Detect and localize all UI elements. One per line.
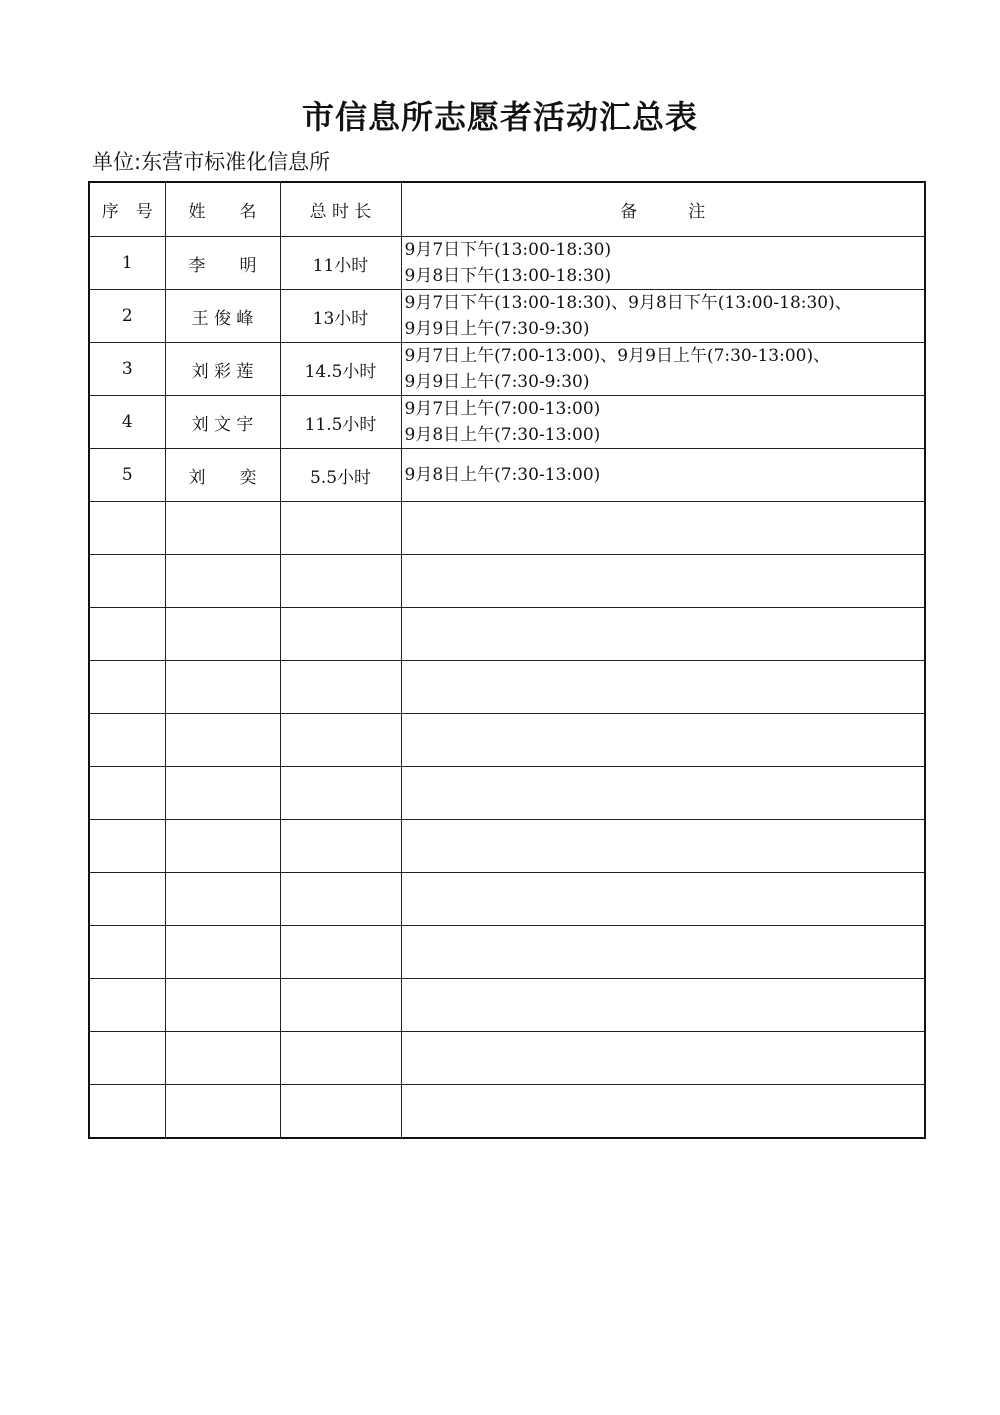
empty-cell [401,661,925,714]
empty-cell [89,926,165,979]
empty-cell [165,979,280,1032]
cell-notes [401,343,925,396]
empty-cell [89,1085,165,1139]
empty-cell [89,661,165,714]
empty-table-row [89,714,925,767]
cell-notes [401,449,925,502]
empty-cell [280,661,401,714]
empty-table-row [89,608,925,661]
empty-cell [89,555,165,608]
empty-cell [401,714,925,767]
empty-cell [280,873,401,926]
note-line: 9月7日上午(7:00-13:00)、9月9日上午(7:30-13:00)、 [404,346,831,366]
document-title: 市信息所志愿者活动汇总表 [301,98,698,136]
note-line: 9月7日下午(13:00-18:30) [404,240,612,260]
empty-cell [401,820,925,873]
header-name: 姓 名 [165,182,280,237]
cell-name: 王 俊 峰 [165,290,280,343]
empty-cell [89,820,165,873]
cell-hours: 5.5小时 [280,449,401,502]
empty-cell [280,1032,401,1085]
empty-cell [89,979,165,1032]
empty-cell [401,767,925,820]
empty-cell [280,555,401,608]
table-header-row [89,182,925,237]
cell-name: 刘 文 宇 [165,396,280,449]
table-row [89,396,925,449]
empty-cell [89,714,165,767]
empty-table-row [89,979,925,1032]
empty-table-row [89,820,925,873]
note-line: 9月8日上午(7:30-13:00) [404,465,601,485]
empty-cell [280,714,401,767]
empty-cell [89,767,165,820]
cell-name: 刘 彩 莲 [165,343,280,396]
empty-cell [280,926,401,979]
empty-cell [165,820,280,873]
empty-cell [401,608,925,661]
cell-name: 李 明 [165,237,280,290]
empty-cell [401,926,925,979]
empty-table-row [89,661,925,714]
volunteer-summary-table [88,181,926,1139]
empty-cell [165,661,280,714]
cell-no: 1 [89,237,165,290]
empty-cell [280,979,401,1032]
empty-table-row [89,1032,925,1085]
empty-cell [89,1032,165,1085]
cell-no: 4 [89,396,165,449]
table-row [89,449,925,502]
header-notes: 备 注 [401,182,925,237]
empty-table-row [89,873,925,926]
cell-no: 2 [89,290,165,343]
empty-cell [165,608,280,661]
empty-table-row [89,502,925,555]
empty-cell [280,1085,401,1139]
empty-cell [89,608,165,661]
empty-cell [280,608,401,661]
empty-cell [165,767,280,820]
cell-hours: 14.5小时 [280,343,401,396]
note-line: 9月8日上午(7:30-13:00) [404,425,601,445]
empty-cell [89,873,165,926]
note-line: 9月9日上午(7:30-9:30) [404,319,590,339]
cell-no: 3 [89,343,165,396]
empty-cell [165,502,280,555]
header-hours: 总 时 长 [280,182,401,237]
empty-cell [401,1085,925,1139]
cell-name: 刘 奕 [165,449,280,502]
empty-table-row [89,767,925,820]
empty-cell [89,502,165,555]
note-line: 9月8日下午(13:00-18:30) [404,266,612,286]
empty-cell [165,555,280,608]
empty-table-row [89,1085,925,1139]
empty-cell [165,1085,280,1139]
empty-cell [280,820,401,873]
note-line: 9月9日上午(7:30-9:30) [404,372,590,392]
header-no: 序 号 [89,182,165,237]
empty-cell [401,979,925,1032]
empty-cell [165,926,280,979]
empty-cell [165,1032,280,1085]
note-line: 9月7日上午(7:00-13:00) [404,399,601,419]
cell-hours: 11小时 [280,237,401,290]
cell-notes [401,290,925,343]
empty-table-row [89,555,925,608]
empty-cell [401,555,925,608]
cell-hours: 13小时 [280,290,401,343]
empty-cell [401,1032,925,1085]
empty-table-row [89,926,925,979]
table-row [89,343,925,396]
empty-cell [280,502,401,555]
cell-notes [401,396,925,449]
unit-label: 单位:东营市标准化信息所 [92,150,331,174]
cell-no: 5 [89,449,165,502]
empty-cell [165,714,280,767]
empty-cell [401,873,925,926]
table-row [89,290,925,343]
cell-notes [401,237,925,290]
table-row [89,237,925,290]
note-line: 9月7日下午(13:00-18:30)、9月8日下午(13:00-18:30)、 [404,293,852,313]
cell-hours: 11.5小时 [280,396,401,449]
empty-cell [165,873,280,926]
empty-cell [401,502,925,555]
empty-cell [280,767,401,820]
